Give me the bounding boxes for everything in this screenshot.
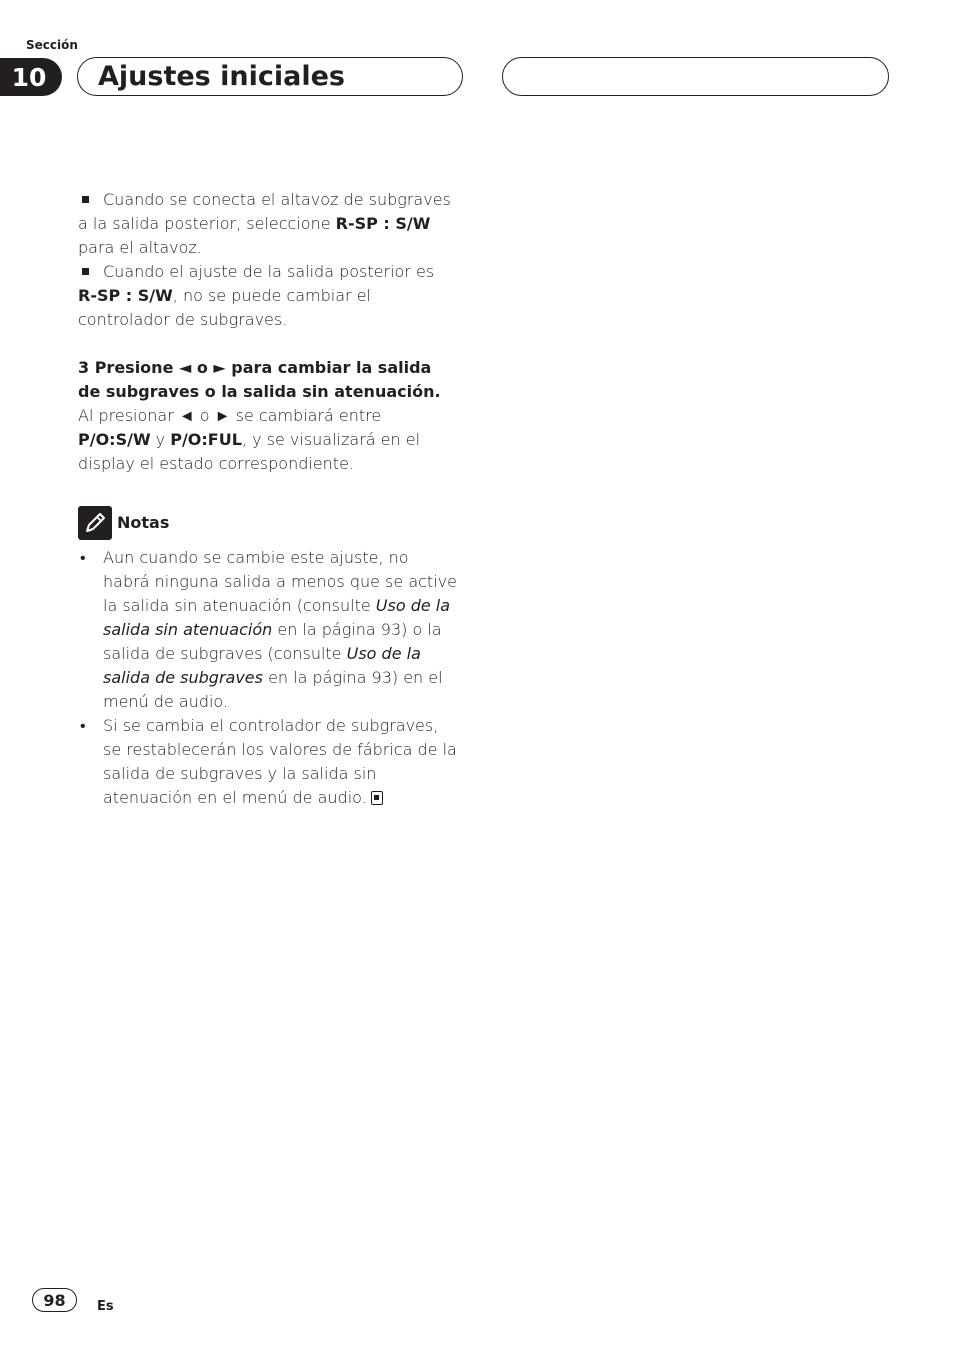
square-bullet-icon [82,268,89,275]
text-segment: , no se puede cambiar el controlador de subgraves. [78,286,371,329]
paragraph-rear-output [78,260,458,332]
page-title: Ajustes iniciales [77,57,463,96]
notes-header [78,506,458,540]
notes-title: Notas [117,513,170,532]
text-segment: Aun cuando se cambie este ajuste, no habrá ninguna salida a menos que se active la salida sin atenuación (consulte [103,548,457,615]
language-code: Es [97,1299,114,1314]
text-segment: en la página 93) o la salida de subgraves (consulte [103,620,442,663]
text-segment: Cuando el ajuste de la salida posterior es [103,262,435,281]
notes-list [78,546,458,810]
step-3-body [78,404,458,476]
setting-name: R-SP : S/W [78,286,173,305]
section-label: Sección [26,38,78,52]
end-of-section-icon [371,791,383,805]
section-number-tab: 10 [0,58,62,96]
bullet-icon: • [80,548,86,567]
right-header-frame [502,57,889,96]
setting-name: P/O:FUL [170,430,242,449]
square-bullet-icon [82,196,89,203]
text-segment: Si se cambia el controlador de subgraves, se restablecerán los valores de fábrica de la salida de subgraves y la salida sin atenuación en el menú de audio. [103,716,457,807]
cross-reference: Uso de la salida de subgraves [103,644,421,687]
bullet-icon: • [80,716,86,735]
text-segment: en la página 93) en el menú de audio. [103,668,443,711]
cross-reference: Uso de la salida sin atenuación [103,596,451,639]
pencil-icon [78,506,112,540]
step-3-heading: 3 Presione ◄ o ► para cambiar la salida de subgraves o la salida sin atenuación. [78,358,441,401]
page-number: 98 [32,1288,77,1312]
main-column [78,188,458,810]
note-item [78,546,458,714]
text-segment: Cuando se conecta el altavoz de subgraves a la salida posterior, seleccione [78,190,451,233]
setting-name: P/O:S/W [78,430,151,449]
text-segment: para el altavoz. [78,238,202,257]
text-segment: Al presionar ◄ o ► se cambiará entre [78,406,382,425]
note-item [78,714,458,810]
paragraph-subwoofer-rear [78,188,458,260]
text-segment: , y se visualizará en el display el estado correspondiente. [78,430,421,473]
text-segment: y [150,430,171,449]
setting-name: R-SP : S/W [335,214,431,233]
